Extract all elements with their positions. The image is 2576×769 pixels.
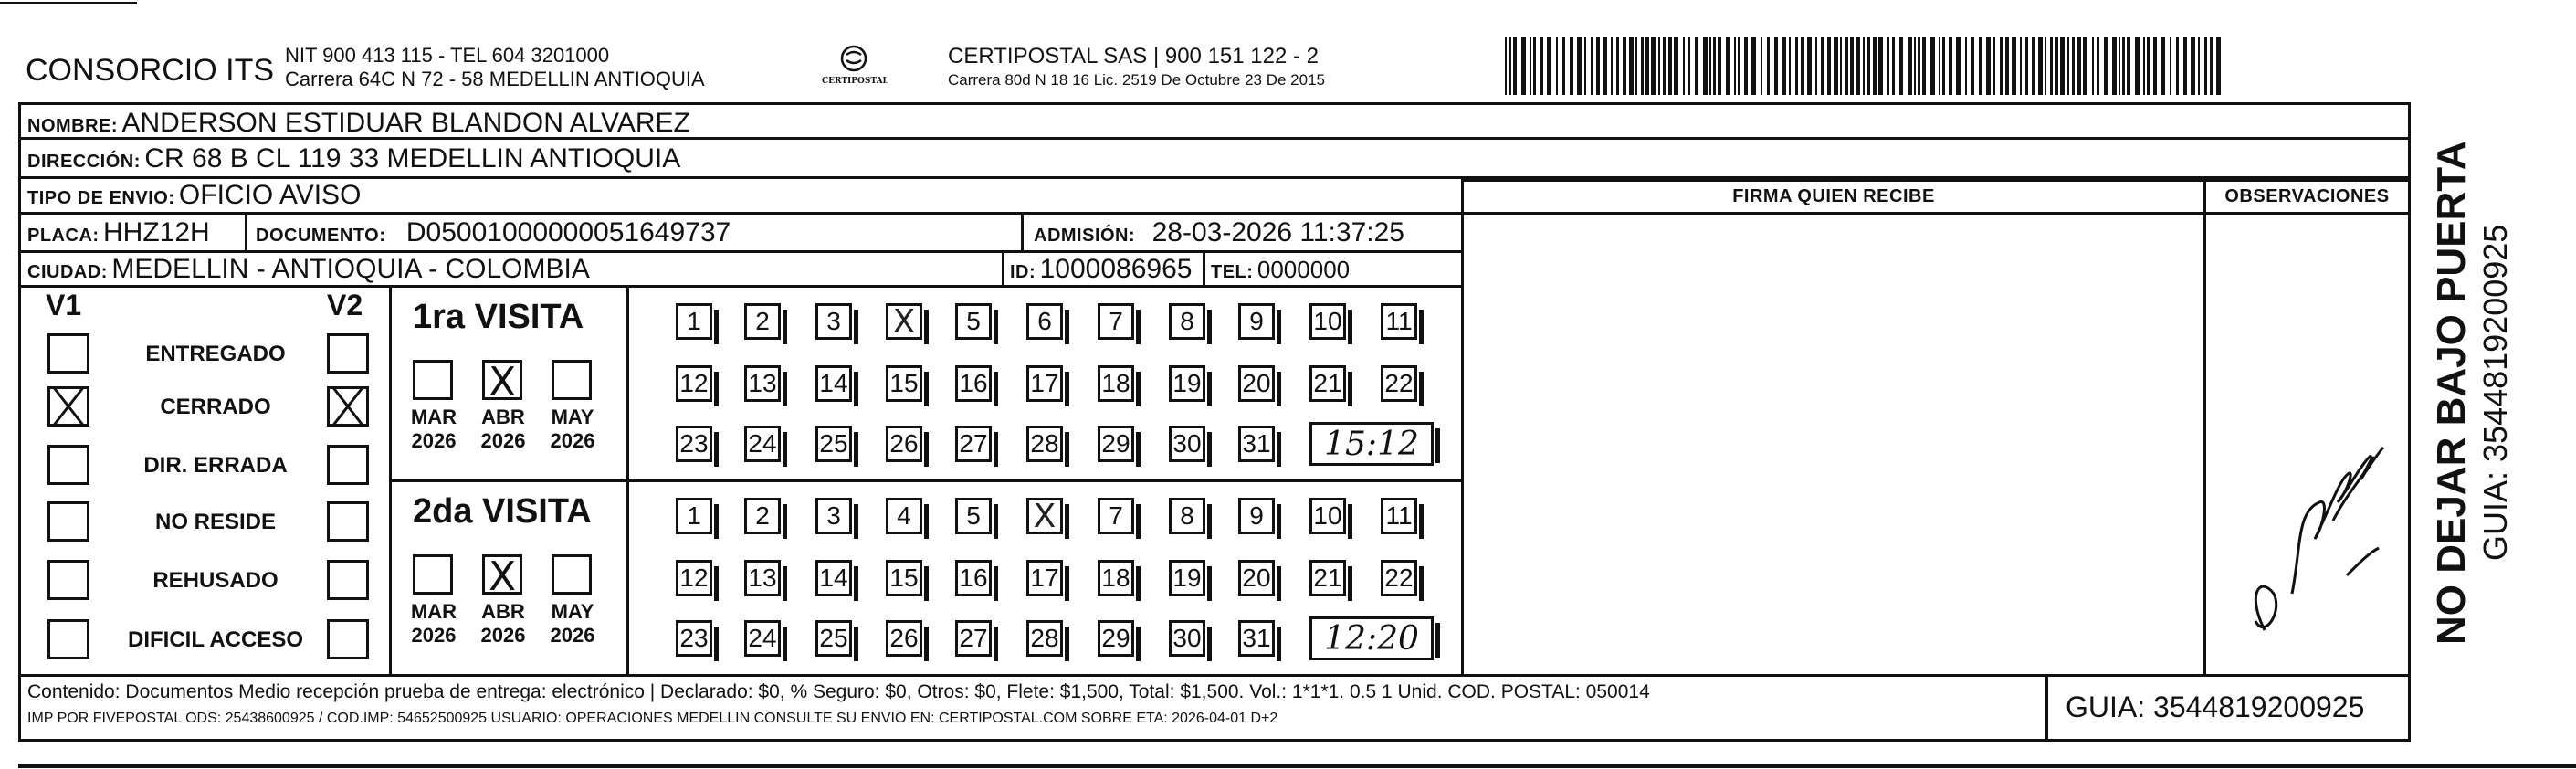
barcode-bar [1751,37,1756,95]
day-box[interactable]: 25 [815,426,852,462]
v2-checkbox[interactable] [327,560,369,600]
day-box[interactable]: 1 [676,303,712,340]
v1-checkbox[interactable] [47,333,89,374]
day-box[interactable]: 13 [744,365,781,402]
v2-checkbox[interactable] [327,445,369,485]
side-warning: NO DEJAR BAJO PUERTA [2429,141,2474,645]
barcode-bar [2127,37,2130,95]
barcode-bar [2000,37,2003,95]
day-box[interactable]: 2 [744,498,781,534]
day-box[interactable]: 3 [815,498,852,534]
barcode-bar [1782,37,1786,95]
visit-title: 2da VISITA [413,492,592,531]
month-name: MAR [410,600,457,623]
barcode-bar [1827,37,1831,95]
day-box[interactable]: 12 [676,365,712,402]
col-obs-right [2408,102,2411,742]
certipostal-logo [822,42,886,97]
day-box[interactable] [1026,498,1063,534]
barcode-bar [2055,37,2058,95]
barcode-bar [1547,37,1551,95]
barcode-bar [1635,37,1637,95]
barcode-bar [1986,37,1991,95]
month-checkbox[interactable] [413,360,453,400]
barcode-bar [1899,37,1903,95]
barcode-bar [1505,37,1507,95]
barcode-bar [1845,37,1848,95]
month-label [541,600,605,648]
day-box[interactable]: 7 [1098,303,1134,340]
v2-checkbox[interactable] [327,333,369,374]
barcode-bar [1908,37,1912,95]
barcode-bar [2038,37,2043,95]
barcode-bar [1713,37,1716,95]
month-year: 2026 [480,429,526,452]
barcode-bar [1878,37,1883,95]
day-box[interactable]: 22 [1381,560,1417,596]
v2-header: V2 [327,289,363,321]
barcode-bar [2176,37,2179,95]
day-box[interactable]: 18 [1098,560,1134,596]
day-box[interactable]: 24 [744,620,781,657]
barcode-bar [2161,37,2165,95]
day-box[interactable]: 24 [744,426,781,462]
barcode-bar [2072,37,2075,95]
day-box[interactable]: 14 [815,560,852,596]
day-box[interactable]: 25 [815,620,852,657]
day-box[interactable]: 10 [1309,498,1346,534]
day-box[interactable]: 17 [1026,560,1063,596]
barcode-bar [1540,37,1543,95]
barcode-bar [2092,37,2094,95]
month-name: MAR [410,406,457,428]
barcode-bar [1939,37,1940,95]
barcode-bar [1509,37,1511,95]
day-box[interactable]: 7 [1098,498,1134,534]
day-box[interactable]: 15 [886,560,922,596]
id-label: ID: [1010,262,1036,282]
barcode-bar [1922,37,1926,95]
barcode-bar [2045,37,2046,95]
footer-contenido: Contenido: Documentos Medio recepción prueba de entrega: electrónico | Declarado: $0, % Seguro: $0, Otros: $0, Flete: $1,500, Total: $1,500. Vol.: 1*1*1. 0.5 1 Unid. COD. POSTAL: 050014 [27,681,1650,702]
barcode-bar [2143,37,2145,95]
nombre-label: NOMBRE: [27,116,119,136]
month-checkbox[interactable] [482,554,522,595]
day-box[interactable]: 14 [815,365,852,402]
tipo-value: OFICIO AVISO [178,180,362,210]
day-box[interactable]: 5 [955,498,992,534]
day-box[interactable]: 20 [1238,365,1275,402]
barcode-bar [2191,37,2195,95]
firma-header: FIRMA QUIEN RECIBE [1732,186,1935,206]
visit-title: 1ra VISITA [413,298,584,336]
barcode-bar [1674,37,1678,95]
day-box[interactable]: 18 [1098,365,1134,402]
guia-sep [2045,674,2048,742]
documento-label: DOCUMENTO: [256,226,386,246]
day-box[interactable]: 21 [1309,560,1346,596]
barcode-bar [1930,37,1935,95]
month-name: ABR [481,600,525,623]
barcode-bar [2083,37,2087,95]
visit-time-box[interactable]: 12:20 [1309,616,1434,660]
row-line-tipo-right [1461,179,2411,182]
barcode-bar [2210,37,2213,95]
barcode-bar [1738,37,1740,95]
day-box[interactable]: 29 [1098,620,1134,657]
day-box[interactable]: 11 [1381,498,1417,534]
v2-checkbox[interactable] [327,619,369,659]
day-box[interactable]: 30 [1169,620,1205,657]
barcode-bar [2135,37,2140,95]
barcode-bar [1603,37,1607,95]
barcode-bar [1850,37,1854,95]
barcode-bar [2198,37,2200,95]
barcode-bar [2025,37,2028,95]
top-rule [0,2,137,4]
barcode-bar [1856,37,1860,95]
row-line-ciudad-bottom [18,285,1464,288]
v1-checkbox[interactable] [47,386,89,427]
barcode-bar [1513,37,1517,95]
barcode-bar [2005,37,2009,95]
day-box[interactable]: 17 [1026,365,1063,402]
day-box[interactable]: 19 [1169,560,1205,596]
tel-label: TEL: [1211,262,1254,282]
barcode-bar [2097,37,2099,95]
barcode-bar [1709,37,1711,95]
barcode-bar [1616,37,1619,95]
ciudad-label: CIUDAD: [27,262,108,282]
barcode-bar [1789,37,1791,95]
status-label: DIR. ERRADA [143,453,288,478]
barcode-bar [1795,37,1798,95]
barcode-bar [1591,37,1593,95]
v1-checkbox[interactable] [47,560,89,600]
barcode-bar [2183,37,2187,95]
barcode-bar [1993,37,1995,95]
barcode-bar [1774,37,1778,95]
month-year: 2026 [480,624,526,647]
month-label [402,600,466,648]
barcode-bar [1863,37,1865,95]
barcode-bar [1914,37,1916,95]
barcode-bar [1577,37,1582,95]
barcode-bar [1663,37,1666,95]
status-label: DIFICIL ACCESO [127,627,303,652]
month-name: MAY [551,406,594,428]
row-line-placa-bottom [18,250,1464,253]
month-year: 2026 [411,429,457,452]
month-year: 2026 [550,429,595,452]
barcode-bar [2020,37,2022,95]
barcode-bar [2112,37,2117,95]
footer-guia: GUIA: 3544819200925 [2066,690,2365,723]
bottom-rule [18,764,2576,768]
status-label: REHUSADO [152,568,279,593]
month-checkbox[interactable] [413,554,453,595]
barcode-bar [1942,37,1945,95]
barcode-bar [2032,37,2035,95]
barcode-bar [1979,37,1982,95]
visit-divider [389,479,1464,482]
nombre-value: ANDERSON ESTIDUAR BLANDON ALVAREZ [121,108,690,138]
tel-value: 0000000 [1256,256,1351,283]
visit-time-box[interactable]: 15:12 [1309,422,1434,466]
status-label: NO RESIDE [154,510,277,534]
status-label: CERRADO [160,395,271,419]
documento-value: D05001000000051649737 [405,217,731,248]
day-box[interactable]: 31 [1238,620,1275,657]
barcode-bar [2060,37,2065,95]
day-box[interactable]: 2 [744,303,781,340]
footer-imp: IMP POR FIVEPOSTAL ODS: 25438600925 / COD.IMP: 54652500925 USUARIO: OPERACIONES MEDELLIN CONSULTE SU ENVIO EN: CERTIPOSTAL.COM SOBRE ETA: 2026-04-01 D+2 [27,711,1278,726]
barcode-bar [2067,37,2069,95]
company-name: CONSORCIO ITS [26,53,275,88]
day-box[interactable]: 5 [955,303,992,340]
barcode-bar [1596,37,1600,95]
day-box[interactable]: 31 [1238,426,1275,462]
v2-checkbox[interactable] [327,386,369,427]
v1-checkbox[interactable] [47,445,89,485]
day-box[interactable]: 13 [744,560,781,596]
barcode-bar [2216,37,2221,95]
id-value: 1000086965 [1039,254,1193,284]
barcode [1505,37,2226,95]
day-box[interactable]: 6 [1026,303,1063,340]
barcode-bar [1570,37,1573,95]
day-box[interactable]: 19 [1169,365,1205,402]
carrier-address: Carrera 80d N 18 16 Lic. 2519 De Octubre 23 De 2015 [948,71,1325,89]
recipient-signature [2210,365,2402,639]
day-box[interactable]: 16 [955,560,992,596]
barcode-bar [1744,37,1748,95]
barcode-bar [1949,37,1952,95]
day-box[interactable]: 15 [886,365,922,402]
day-box[interactable] [886,303,922,340]
barcode-bar [1533,37,1536,95]
barcode-bar [1956,37,1961,95]
month-label [471,600,535,648]
day-box[interactable]: 27 [955,620,992,657]
month-checkbox[interactable] [552,360,592,400]
company-nit: NIT 900 413 115 - TEL 604 3201000 [285,44,610,67]
day-box[interactable]: 26 [886,426,922,462]
month-label [402,406,466,453]
barcode-bar [2147,37,2150,95]
barcode-bar [1840,37,1842,95]
placa-value: HHZ12H [103,217,210,248]
barcode-bar [1892,37,1895,95]
barcode-bar [2122,37,2125,95]
barcode-bar [1767,37,1770,95]
barcode-bar [2104,37,2108,95]
barcode-bar [1562,37,1565,95]
barcode-bar [2077,37,2081,95]
day-box[interactable]: 16 [955,365,992,402]
month-checkbox[interactable] [482,360,522,400]
day-box[interactable]: 26 [886,620,922,657]
barcode-bar [1734,37,1736,95]
row-line-footer-top [18,674,2411,677]
direccion-value: CR 68 B CL 119 33 MEDELLIN ANTIOQUIA [144,143,681,174]
barcode-bar [1718,37,1721,95]
admision-label: ADMISIÓN: [1034,226,1136,246]
admision-value: 28-03-2026 11:37:25 [1151,217,1404,248]
month-checkbox[interactable] [552,554,592,595]
carrier-name: CERTIPOSTAL SAS | 900 151 122 - 2 [948,44,1319,68]
day-box[interactable]: 8 [1169,498,1205,534]
day-box[interactable]: 30 [1169,426,1205,462]
logo-text: CERTIPOSTAL [822,77,888,86]
barcode-bar [1887,37,1889,95]
barcode-bar [2050,37,2053,95]
day-box[interactable]: 23 [676,426,712,462]
tel-sep [1203,250,1205,285]
barcode-bar [1668,37,1672,95]
id-sep [1002,250,1004,285]
barcode-bar [1873,37,1877,95]
tipo-label: TIPO DE ENVIO: [27,188,175,208]
observaciones-header: OBSERVACIONES [2224,186,2390,206]
barcode-bar [1695,37,1698,95]
day-box[interactable]: 29 [1098,426,1134,462]
barcode-bar [2119,37,2120,95]
day-box[interactable]: 23 [676,620,712,657]
direccion-label: DIRECCIÓN: [27,152,141,172]
col-obs-left [2203,179,2206,674]
day-box[interactable]: 20 [1238,560,1275,596]
month-name: ABR [481,406,525,428]
day-box[interactable]: 12 [676,560,712,596]
day-box[interactable]: 11 [1381,303,1417,340]
barcode-bar [1867,37,1870,95]
barcode-bar [1918,37,1920,95]
day-box[interactable]: 28 [1026,426,1063,462]
barcode-bar [1801,37,1804,95]
ciudad-value: MEDELLIN - ANTIOQUIA - COLOMBIA [111,254,590,284]
admision-sep [1021,212,1024,250]
v1-checkbox[interactable] [47,619,89,659]
barcode-bar [1726,37,1730,95]
day-box[interactable]: 3 [815,303,852,340]
barcode-bar [1683,37,1685,95]
month-label [541,406,605,453]
barcode-bar [1834,37,1838,95]
barcode-bar [1584,37,1586,95]
row-line-header-right [1461,212,2411,215]
status-label: ENTREGADO [145,342,286,366]
barcode-bar [1703,37,1708,95]
barcode-bar [1530,37,1531,95]
barcode-bar [1611,37,1613,95]
barcode-bar [1688,37,1690,95]
row-line-tipo-bottom [18,212,1464,215]
barcode-bar [1623,37,1626,95]
month-year: 2026 [550,624,595,647]
barcode-bar [1629,37,1634,95]
day-box[interactable]: 1 [676,498,712,534]
month-name: MAY [551,600,594,623]
barcode-bar [2012,37,2016,95]
day-box[interactable]: 27 [955,426,992,462]
day-box[interactable]: 22 [1381,365,1417,402]
day-box[interactable]: 9 [1238,303,1275,340]
barcode-bar [1645,37,1649,95]
v1-header: V1 [46,289,82,321]
month-label [471,406,535,453]
barcode-bar [1521,37,1526,95]
day-box[interactable]: 9 [1238,498,1275,534]
barcode-bar [1815,37,1817,95]
barcode-bar [1761,37,1762,95]
barcode-bar [2153,37,2157,95]
company-address: Carrera 64C N 72 - 58 MEDELLIN ANTIOQUIA [285,68,705,90]
col-firma-left [1461,179,1464,674]
barcode-bar [1965,37,1967,95]
v2-checkbox[interactable] [327,501,369,542]
side-guia: GUIA: 3544819200925 [2476,224,2514,561]
barcode-bar [1821,37,1824,95]
day-box[interactable]: 28 [1026,620,1063,657]
barcode-bar [1651,37,1656,95]
placa-sep [245,212,247,250]
month-year: 2026 [411,624,457,647]
barcode-bar [1641,37,1644,95]
barcode-bar [2204,37,2207,95]
day-box[interactable]: 8 [1169,303,1205,340]
day-box[interactable]: 21 [1309,365,1346,402]
barcode-bar [2170,37,2171,95]
barcode-bar [1658,37,1660,95]
v1-checkbox[interactable] [47,501,89,542]
barcode-bar [1556,37,1558,95]
barcode-bar [1807,37,1812,95]
day-box[interactable]: 4 [886,498,922,534]
day-box[interactable]: 10 [1309,303,1346,340]
placa-label: PLACA: [27,226,100,246]
barcode-bar [1971,37,1974,95]
